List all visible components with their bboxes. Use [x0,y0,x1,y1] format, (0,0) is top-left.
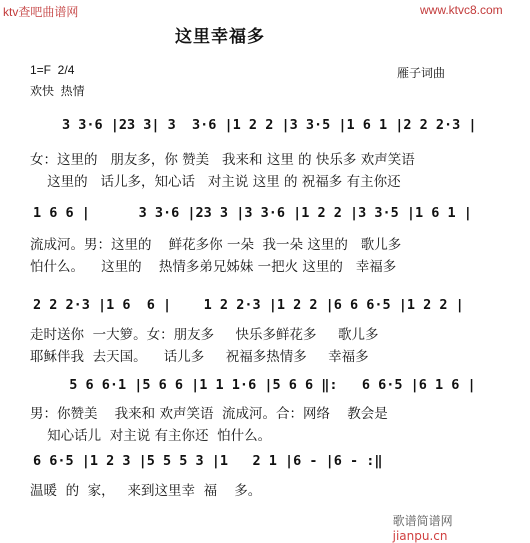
watermark-top-left: ktv查吧曲谱网 [3,5,79,19]
notation-line-5: 6 6·5 |1 2 3 |5 5 5 3 |1 2 1 |6 - |6 - :‖ [33,453,383,469]
song-title: 这里幸福多 [175,27,265,47]
notation-line-1: 3 3·6 |23 3| 3 3·6 |1 2 2 |3 3·5 |1 6 1 |2 2 2·3 | [62,117,477,133]
watermark-bottom-right [385,498,453,543]
notation-line-3: 2 2 2·3 |1 6 6 | 1 2 2·3 |1 2 2 |6 6 6·5 |1 2 2 | [33,297,464,313]
notation-line-4: 5 6 6·1 |5 6 6 |1 1 1·6 |5 6 6 ‖: 6 6·5 |6 1 6 | [53,377,476,393]
notation-line-2: 1 6 6 | 3 3·6 |23 3 |3 3·6 |1 2 2 |3 3·5 |1 6 1 | [33,205,472,221]
watermark-bottom-cn: 歌谱简谱网 [392,514,453,528]
lyric-line-5a: 温暖 的 家， 来到这里幸 福 多。 [30,483,262,499]
tempo-marking: 欢快 热情 [30,84,85,98]
lyric-line-3b: 耶稣伴我 去天国。 话儿多 祝福多热情多 幸福多 [30,349,369,365]
lyric-line-4a: 男：你赞美 我来和 欢声笑语 流成河。合：网络 教会是 [30,406,388,422]
watermark-top-right: www.ktvc8.com [420,3,503,17]
key-time-signature: 1=F 2/4 [30,63,75,77]
lyric-line-3a: 走时送你 一大箩。女：朋友多 快乐多鲜花多 歌儿多 [30,327,379,343]
lyric-line-4b: 知心话儿 对主说 有主你还 怕什么。 [30,428,272,444]
credits: 雁子词曲 [397,66,446,80]
lyric-line-1a: 女：这里的 朋友多，你 赞美 我来和 这里 的 快乐多 欢声笑语 [30,152,415,168]
watermark-bottom-url: jianpu.cn [392,529,448,543]
lyric-line-2b: 怕什么。 这里的 热情多弟兄姊妹 一把火 这里的 幸福多 [30,259,397,275]
lyric-line-1b: 这里的 话儿多，知心话 对主说 这里 的 祝福多 有主你还 [30,174,401,190]
lyric-line-2a: 流成河。男：这里的 鲜花多你 一朵 我一朵 这里的 歌儿多 [30,237,402,253]
